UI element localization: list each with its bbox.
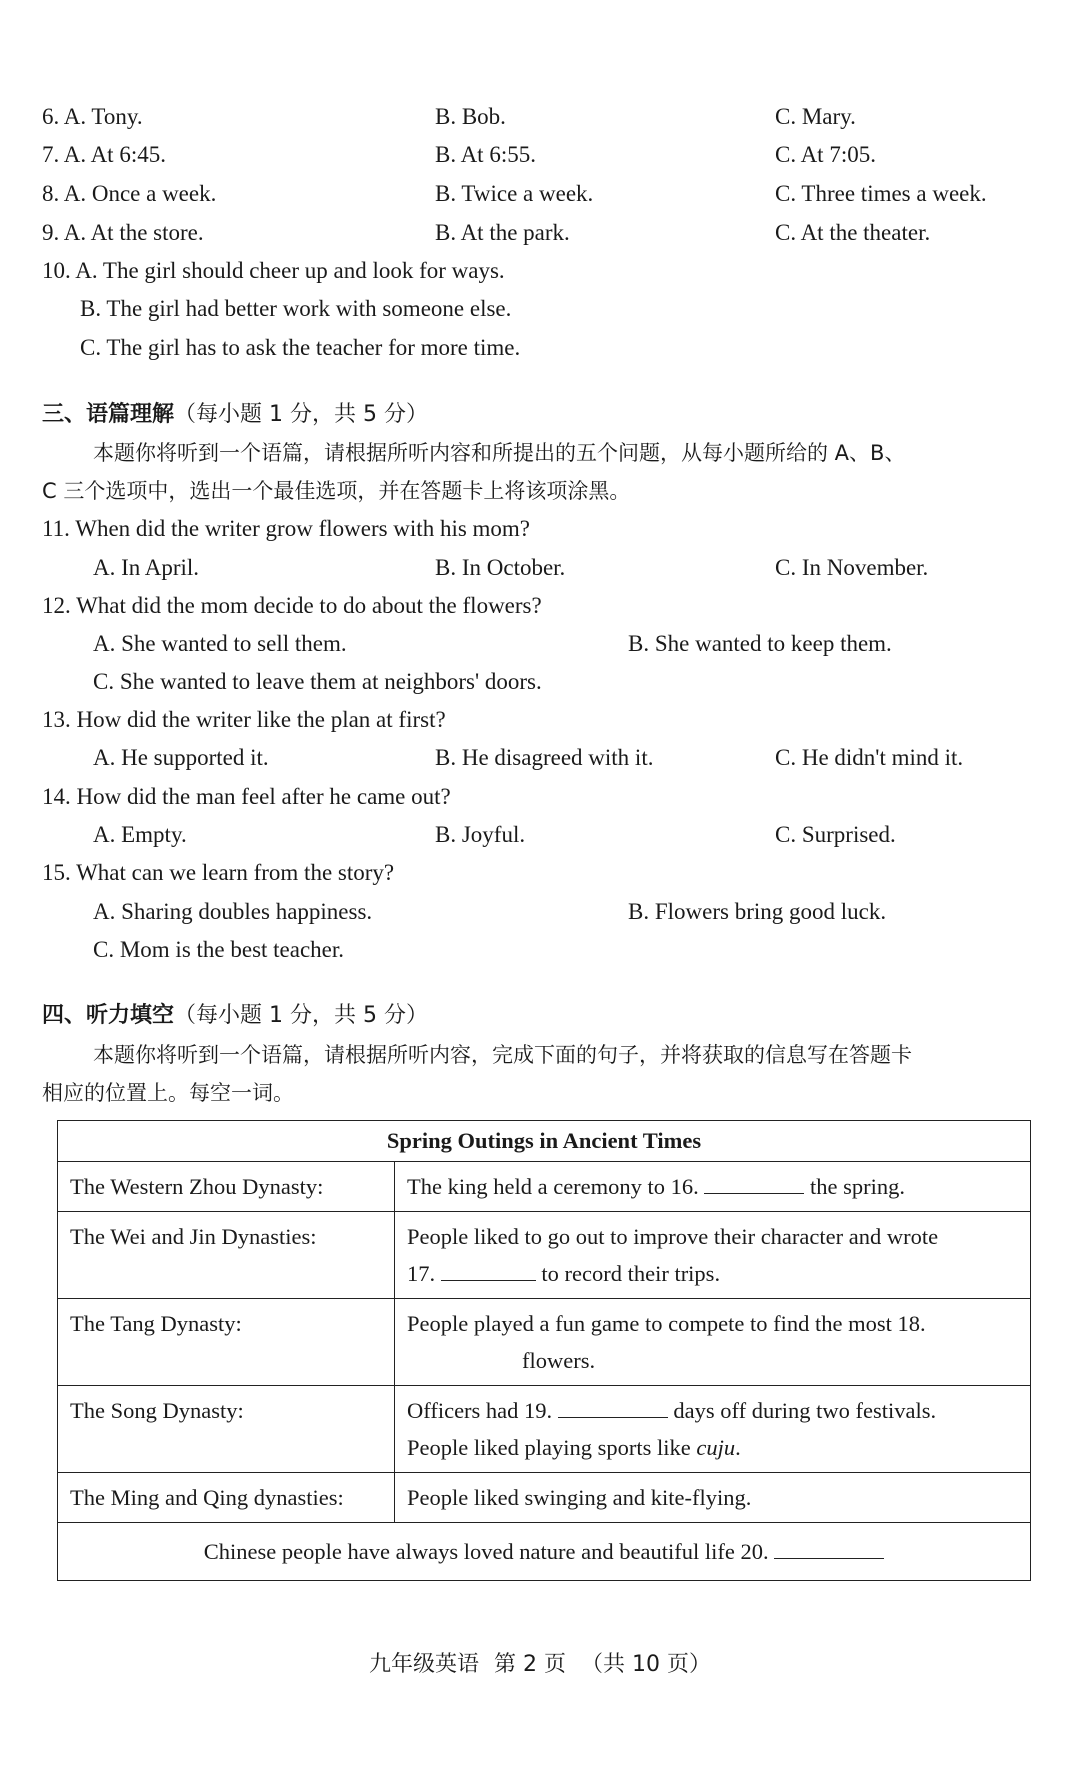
q15-option-a: A. Sharing doubles happiness.	[93, 899, 373, 924]
dynasty-description	[395, 1299, 1031, 1386]
q13-question: 13. How did the writer like the plan at first?	[42, 707, 446, 732]
row19-text-after: days off during two festivals.	[673, 1398, 937, 1423]
table-title: Spring Outings in Ancient Times	[58, 1121, 1031, 1162]
q9-option-a: 9. A. At the store.	[42, 220, 204, 245]
q12-option-c: C. She wanted to leave them at neighbors' doors.	[93, 669, 542, 694]
q12-option-a: A. She wanted to sell them.	[93, 631, 347, 656]
row19-line1	[407, 1392, 1018, 1429]
row17-line2	[407, 1255, 1018, 1292]
q11-question: 11. When did the writer grow flowers with his mom?	[42, 516, 531, 541]
blank-19	[558, 1393, 668, 1418]
q14-option-a: A. Empty.	[93, 822, 187, 847]
row19-line2-text: People liked playing sports like	[407, 1435, 691, 1460]
section3-instruction-line1: 本题你将听到一个语篇，请根据所听内容和所提出的五个问题，从每小题所给的 A、B、	[93, 441, 906, 465]
q13-option-b: B. He disagreed with it.	[435, 745, 654, 770]
row19-text: Officers had 19.	[407, 1398, 553, 1423]
q15-option-b: B. Flowers bring good luck.	[628, 899, 887, 924]
q9-option-c: C. At the theater.	[775, 220, 931, 245]
row16-text-after: the spring.	[810, 1174, 906, 1199]
row18-line1: People played a fun game to compete to find the most 18.	[407, 1311, 926, 1336]
row19-line2-emphasis: cuju	[696, 1435, 736, 1460]
dynasty-description	[395, 1162, 1031, 1212]
q10-option-c: C. The girl has to ask the teacher for more time.	[80, 335, 521, 360]
dynasty-description	[395, 1386, 1031, 1473]
q7-option-a: 7. A. At 6:45.	[42, 142, 166, 167]
section4-instruction-line1: 本题你将听到一个语篇，请根据所听内容，完成下面的句子，并将获取的信息写在答题卡	[93, 1043, 912, 1067]
footer-page: 第 2 页	[494, 1652, 566, 1677]
table-row	[58, 1386, 1031, 1473]
q8-option-c: C. Three times a week.	[775, 181, 987, 206]
dynasty-description: People liked swinging and kite-flying.	[395, 1473, 1031, 1523]
q10-option-b: B. The girl had better work with someone else.	[80, 296, 512, 321]
row17-text-after: to record their trips.	[541, 1261, 721, 1286]
table-row	[58, 1212, 1031, 1299]
row16-text: The king held a ceremony to 16.	[407, 1174, 699, 1199]
q11-option-a: A. In April.	[93, 555, 200, 580]
row18-line2: flowers.	[522, 1348, 596, 1373]
row19-line2	[407, 1429, 1018, 1466]
q8-option-b: B. Twice a week.	[435, 181, 594, 206]
section3-title: 三、语篇理解	[42, 402, 175, 427]
q11-option-b: B. In October.	[435, 555, 566, 580]
section3-instruction-line2: C 三个选项中，选出一个最佳选项，并在答题卡上将该项涂黑。	[42, 479, 631, 503]
q15-option-c: C. Mom is the best teacher.	[93, 937, 345, 962]
q9-option-b: B. At the park.	[435, 220, 570, 245]
q13-option-c: C. He didn't mind it.	[775, 745, 964, 770]
table-footer	[58, 1523, 1031, 1581]
q14-question: 14. How did the man feel after he came out?	[42, 784, 451, 809]
section3-note: （每小题 1 分，共 5 分）	[174, 402, 428, 427]
q14-option-c: C. Surprised.	[775, 822, 896, 847]
footer-subject: 九年级英语	[369, 1652, 480, 1677]
dynasty-label: The Ming and Qing dynasties:	[58, 1473, 395, 1523]
row20-text: Chinese people have always loved nature and beautiful life 20.	[203, 1539, 769, 1564]
q15-question: 15. What can we learn from the story?	[42, 860, 395, 885]
dynasty-label: The Tang Dynasty:	[58, 1299, 395, 1386]
dynasty-label: The Song Dynasty:	[58, 1386, 395, 1473]
section3-heading	[42, 400, 428, 430]
q12-question: 12. What did the mom decide to do about the flowers?	[42, 593, 542, 618]
row17-line1: People liked to go out to improve their character and wrote	[407, 1224, 939, 1249]
q6-option-c: C. Mary.	[775, 104, 856, 129]
footer-total: （共 10 页）	[581, 1652, 711, 1677]
dynasty-label: The Western Zhou Dynasty:	[58, 1162, 395, 1212]
q11-option-c: C. In November.	[775, 555, 929, 580]
row19-line2-end: .	[735, 1435, 741, 1460]
section4-instruction-line2: 相应的位置上。每空一词。	[42, 1081, 294, 1105]
row17-number: 17.	[407, 1261, 436, 1286]
dynasty-description	[395, 1212, 1031, 1299]
dynasty-label: The Wei and Jin Dynasties:	[58, 1212, 395, 1299]
table-row	[58, 1299, 1031, 1386]
q10-option-a: 10. A. The girl should cheer up and look for ways.	[42, 258, 505, 283]
blank-17	[441, 1256, 536, 1281]
q6-option-b: B. Bob.	[435, 104, 506, 129]
q12-option-b: B. She wanted to keep them.	[628, 631, 892, 656]
page-footer	[0, 1647, 1080, 1678]
table-title-row	[58, 1121, 1031, 1162]
table-row	[58, 1473, 1031, 1523]
table-footer-row	[58, 1523, 1031, 1581]
q8-option-a: 8. A. Once a week.	[42, 181, 217, 206]
blank-16	[704, 1169, 804, 1194]
q13-option-a: A. He supported it.	[93, 745, 269, 770]
spring-outings-table	[57, 1120, 1031, 1581]
table-row	[58, 1162, 1031, 1212]
section4-title: 四、听力填空	[42, 1003, 175, 1028]
blank-20	[774, 1534, 884, 1559]
section4-heading	[42, 1001, 428, 1031]
q6-option-a: 6. A. Tony.	[42, 104, 143, 129]
section4-note: （每小题 1 分，共 5 分）	[174, 1003, 428, 1028]
q7-option-b: B. At 6:55.	[435, 142, 536, 167]
q7-option-c: C. At 7:05.	[775, 142, 876, 167]
q14-option-b: B. Joyful.	[435, 822, 526, 847]
